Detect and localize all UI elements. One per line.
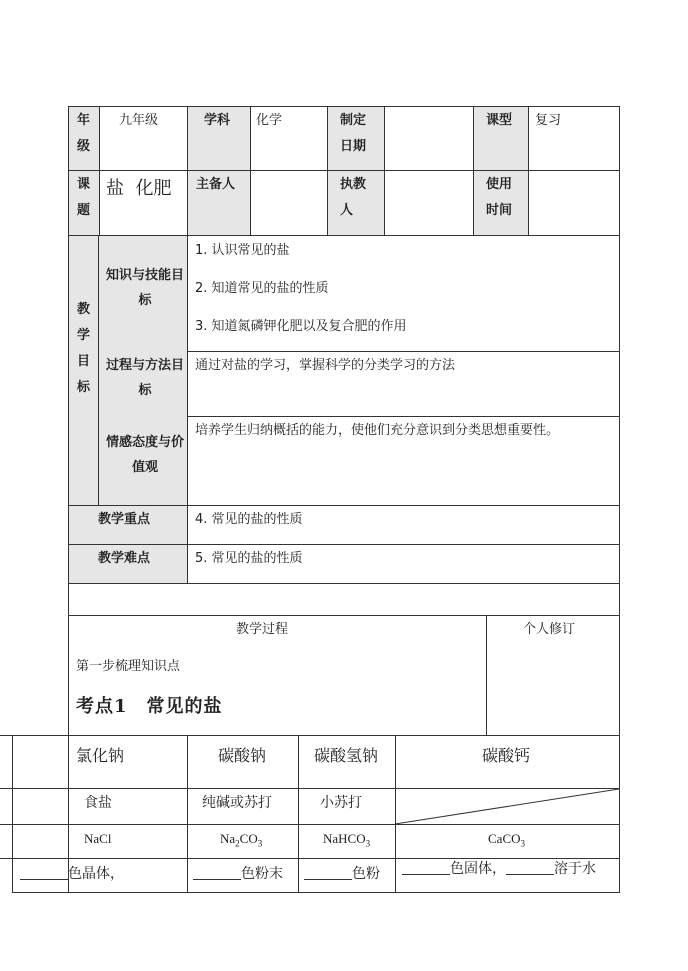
usetime-label: 使用时间 bbox=[486, 177, 513, 218]
knowledge-item-3: 3. 知道氮磷钾化肥以及复合肥的作用 bbox=[195, 319, 407, 334]
formula-nahco3: NaHCO$_3$ bbox=[323, 831, 371, 849]
type-value: 复习 bbox=[535, 113, 562, 128]
process-header: 教学过程 bbox=[236, 622, 289, 637]
teacher-label: 执教人 bbox=[340, 177, 367, 218]
prop-nacl: 色晶体， bbox=[20, 862, 124, 887]
diagonal-slash bbox=[395, 788, 620, 824]
common-name-nacl: 食盐 bbox=[84, 795, 112, 811]
formula-caco3: CaCO$_3$ bbox=[488, 831, 525, 849]
grade-value: 九年级 bbox=[119, 113, 159, 128]
col-header-nacl: 氯化钠 bbox=[76, 746, 125, 765]
prop-nahco3: 色粉 bbox=[304, 862, 380, 887]
goals-label: 教学目标 bbox=[77, 302, 91, 395]
difficult-text: 5. 常见的盐的性质 bbox=[195, 551, 303, 566]
keypoint-text: 4. 常见的盐的性质 bbox=[195, 512, 303, 527]
process-text: 通过对盐的学习，掌握科学的分类学习的方法 bbox=[195, 358, 456, 373]
topic-label: 课题 bbox=[77, 177, 91, 218]
prop-na2co3: 色粉末 bbox=[193, 862, 283, 887]
emotion-label: 情感态度与价值观 bbox=[105, 435, 184, 475]
type-label: 课型 bbox=[486, 113, 513, 128]
col-header-na2co3: 碳酸钠 bbox=[218, 746, 267, 765]
revision-header: 个人修订 bbox=[523, 622, 576, 637]
keypoint-label: 教学重点 bbox=[98, 512, 151, 527]
blank-na2co3-color[interactable] bbox=[193, 865, 241, 880]
prop-caco3: 色固体， 溶于水 bbox=[402, 857, 596, 882]
blank-nacl-color[interactable] bbox=[20, 865, 68, 880]
blank-nahco3-color[interactable] bbox=[304, 865, 352, 880]
exam-point-title: 考点1 常见的盐 bbox=[76, 696, 223, 717]
subject-label: 学科 bbox=[204, 113, 231, 128]
knowledge-item-2: 2. 知道常见的盐的性质 bbox=[195, 281, 329, 296]
common-name-na2co3: 纯碱或苏打 bbox=[202, 795, 272, 811]
process-label: 过程与方法目标 bbox=[106, 358, 185, 398]
grade-label: 年级 bbox=[77, 113, 91, 154]
difficult-label: 教学难点 bbox=[98, 551, 151, 566]
step-heading: 第一步梳理知识点 bbox=[76, 659, 181, 674]
col-header-caco3: 碳酸钙 bbox=[482, 746, 531, 765]
topic-value: 盐 化肥 bbox=[106, 178, 172, 199]
blank-caco3-solubility[interactable] bbox=[506, 860, 554, 875]
knowledge-item-1: 1. 认识常见的盐 bbox=[195, 243, 290, 258]
knowledge-label: 知识与技能目标 bbox=[106, 268, 185, 308]
preparer-label: 主备人 bbox=[196, 177, 236, 192]
date-label: 制定日期 bbox=[340, 113, 367, 154]
formula-nacl: NaCl bbox=[84, 831, 112, 846]
col-header-nahco3: 碳酸氢钠 bbox=[314, 746, 379, 765]
blank-caco3-color[interactable] bbox=[402, 860, 450, 875]
formula-na2co3: $Na_2CO_3$ bbox=[220, 831, 263, 849]
subject-value: 化学 bbox=[256, 113, 283, 128]
emotion-text: 培养学生归纳概括的能力，使他们充分意识到分类思想重要性。 bbox=[195, 423, 560, 438]
common-name-nahco3: 小苏打 bbox=[320, 795, 362, 811]
